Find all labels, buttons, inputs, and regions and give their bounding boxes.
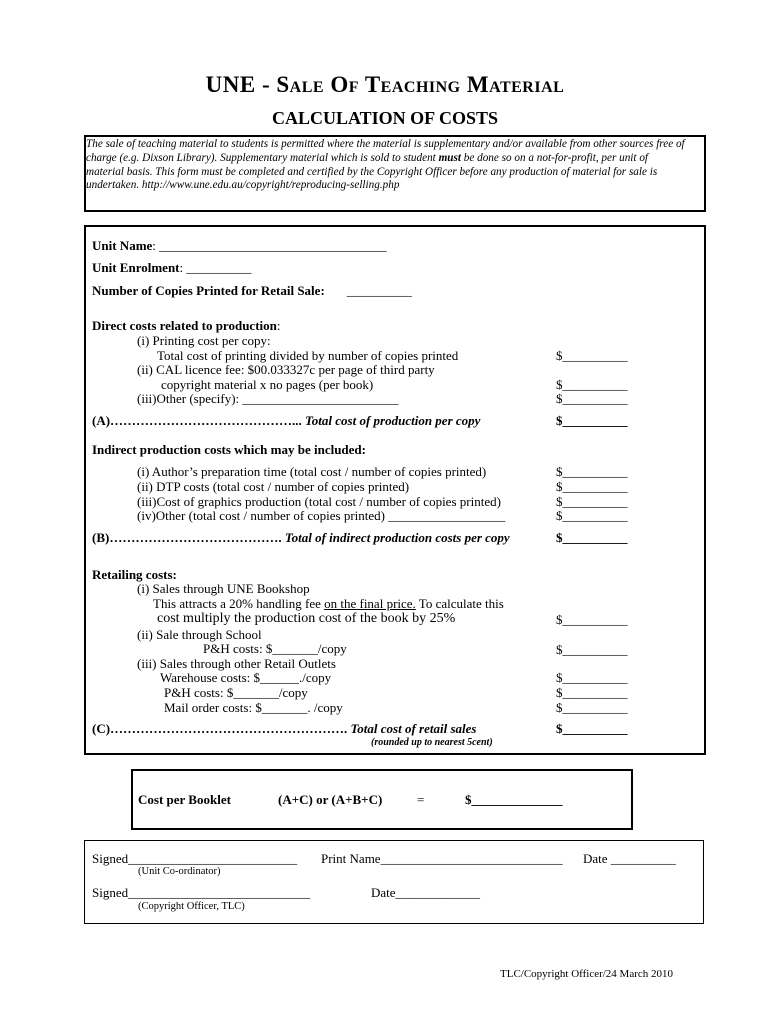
direct-line-3: (ii) CAL licence fee: $00.033327c per page of third party: [137, 362, 435, 377]
retail-line-3: cost multiply the production cost of the book by 25%: [157, 611, 456, 626]
direct-line-1: (i) Printing cost per copy:: [137, 333, 271, 348]
cost-per-booklet-label: Cost per Booklet: [138, 792, 231, 807]
direct-line-4: copyright material x no pages (per book): [161, 377, 374, 392]
indirect-other-cost-field[interactable]: $__________: [556, 508, 628, 523]
school-ph-field[interactable]: P&H costs: $_______/copy: [203, 641, 347, 656]
total-b-row: (B)…………………………………. Total of indirect production costs per copy: [92, 530, 510, 545]
equals-sign: =: [417, 792, 425, 807]
mail-order-field[interactable]: Mail order costs: $_______. /copy: [164, 700, 343, 715]
retail-line-6: (iii) Sales through other Retail Outlets: [137, 656, 336, 671]
copies-field[interactable]: Number of Copies Printed for Retail Sale: __________: [92, 283, 412, 298]
outlet-ph-field[interactable]: P&H costs: $_______/copy: [164, 685, 308, 700]
indirect-line-2: (ii) DTP costs (total cost / number of copies printed): [137, 479, 410, 494]
printing-cost-field[interactable]: $__________: [556, 348, 628, 363]
bookshop-fee-field[interactable]: $__________: [556, 612, 628, 627]
dtp-cost-field[interactable]: $__________: [556, 479, 628, 494]
author-time-field[interactable]: $__________: [556, 464, 628, 479]
intro-text: The sale of teaching material to students is permitted where the material is supplementary and/or available from other sources free of charge (e.g. Dixson Library). Supplementary material which is sold to student must be done so on a not-for-profit, per unit of material basis. This form must be completed and certified by the Copyright Officer before any production of material for sale is undertaken. http://www.une.edu.au/copyright/reproducing-selling.php: [86, 138, 685, 192]
graphics-cost-field[interactable]: $__________: [556, 494, 628, 509]
cal-licence-field[interactable]: $__________: [556, 377, 628, 392]
mail-order-cost-field[interactable]: $__________: [556, 700, 628, 715]
direct-line-2: Total cost of printing divided by number of copies printed: [157, 348, 459, 363]
date-field-2[interactable]: Date_____________: [371, 885, 481, 900]
indirect-other-field[interactable]: (iv)Other (total cost / number of copies printed) __________________: [137, 508, 506, 523]
date-field-1[interactable]: Date __________: [583, 851, 676, 866]
indirect-line-3: (iii)Cost of graphics production (total cost / number of copies printed): [137, 494, 501, 509]
page-subtitle: CALCULATION OF COSTS: [271, 108, 499, 128]
direct-costs-heading: Direct costs related to production:: [92, 318, 281, 333]
footer-text: TLC/Copyright Officer/24 March 2010: [500, 968, 674, 980]
total-b-field[interactable]: $__________: [556, 530, 628, 545]
retail-line-4: (ii) Sale through School: [137, 627, 262, 642]
school-cost-field[interactable]: $__________: [556, 642, 628, 657]
coordinator-signature-field[interactable]: Signed__________________________: [92, 851, 298, 866]
retail-line-1: (i) Sales through UNE Bookshop: [137, 581, 310, 596]
total-c-row: (C)………………………………………………. Total cost of retail sales: [92, 721, 477, 736]
direct-other-field[interactable]: (iii)Other (specify): ________________________: [137, 391, 399, 406]
retailing-costs-heading: Retailing costs:: [92, 567, 177, 582]
print-name-field[interactable]: Print Name____________________________: [321, 851, 563, 866]
outlet-ph-cost-field[interactable]: $__________: [556, 685, 628, 700]
total-a-row: (A)……………………………………... Total cost of production per copy: [92, 413, 481, 428]
copyright-officer-role-label: (Copyright Officer, TLC): [138, 901, 245, 912]
intro-must: must: [438, 151, 461, 164]
warehouse-field[interactable]: Warehouse costs: $______./copy: [160, 670, 332, 685]
copyright-officer-signature-field[interactable]: Signed____________________________: [92, 885, 311, 900]
cost-formula: (A+C) or (A+B+C): [278, 792, 383, 807]
direct-other-cost-field[interactable]: $__________: [556, 391, 628, 406]
total-c-field[interactable]: $__________: [556, 721, 628, 736]
total-a-field[interactable]: $__________: [556, 413, 628, 428]
cost-per-booklet-field[interactable]: $______________: [465, 792, 563, 807]
unit-name-field[interactable]: Unit Name: ___________________________________: [92, 238, 387, 253]
coordinator-role-label: (Unit Co-ordinator): [138, 866, 221, 877]
indirect-line-1: (i) Author’s preparation time (total cost / number of copies printed): [137, 464, 487, 479]
unit-enrolment-field[interactable]: Unit Enrolment: __________: [92, 260, 252, 275]
rounding-note: (rounded up to nearest 5cent): [371, 737, 493, 748]
warehouse-cost-field[interactable]: $__________: [556, 670, 628, 685]
page-title: UNE - Sale Of Teaching Material: [205, 72, 565, 97]
indirect-costs-heading: Indirect production costs which may be included:: [92, 442, 366, 457]
retail-line-2: This attracts a 20% handling fee on the final price. To calculate this: [153, 596, 504, 611]
